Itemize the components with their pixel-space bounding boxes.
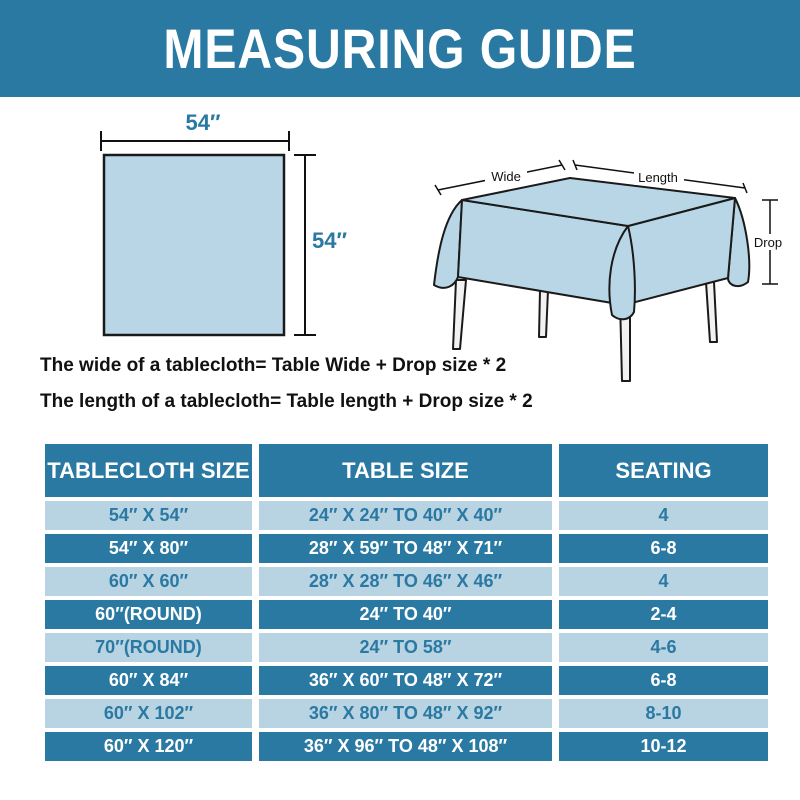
- table-row: 60″ X 120″: [45, 732, 252, 761]
- table-row: 36″ X 80″ TO 48″ X 92″: [259, 699, 552, 728]
- column-tablecloth-size: [45, 444, 252, 761]
- column-table-size: [259, 444, 552, 761]
- table-row: 4: [559, 501, 768, 530]
- table-row: 6-8: [559, 534, 768, 563]
- square-height-label: 54″: [312, 228, 348, 253]
- table-row: 4: [559, 567, 768, 596]
- table-row: 4-6: [559, 633, 768, 662]
- table-row: 54″ X 80″: [45, 534, 252, 563]
- table-row: 28″ X 59″ TO 48″ X 71″: [259, 534, 552, 563]
- table-row: 24″ X 24″ TO 40″ X 40″: [259, 501, 552, 530]
- table-row: 6-8: [559, 666, 768, 695]
- table-row: 60″(ROUND): [45, 600, 252, 629]
- table-row: 60″ X 102″: [45, 699, 252, 728]
- square-tablecloth: [104, 155, 284, 335]
- table-row: 70″(ROUND): [45, 633, 252, 662]
- table-row: 8-10: [559, 699, 768, 728]
- length-label: Length: [638, 170, 678, 185]
- table-row: 36″ X 60″ TO 48″ X 72″: [259, 666, 552, 695]
- header-seating: SEATING: [559, 444, 768, 497]
- header-tablecloth-size: TABLECLOTH SIZE: [45, 444, 252, 497]
- page-title: MEASURING GUIDE: [163, 17, 637, 80]
- table-row: 60″ X 60″: [45, 567, 252, 596]
- table-row: 60″ X 84″: [45, 666, 252, 695]
- table-row: 10-12: [559, 732, 768, 761]
- drop-label: Drop: [753, 235, 783, 250]
- table-diagram: [434, 178, 749, 381]
- table-row: 54″ X 54″: [45, 501, 252, 530]
- square-width-label: 54″: [185, 110, 221, 135]
- formula-length: The length of a tablecloth= Table length + Drop size * 2: [40, 391, 533, 412]
- title-banner: [0, 0, 800, 97]
- table-row: 36″ X 96″ TO 48″ X 108″: [259, 732, 552, 761]
- column-seating: [559, 444, 768, 761]
- table-row: 28″ X 28″ TO 46″ X 46″: [259, 567, 552, 596]
- table-row: 24″ TO 40″: [259, 600, 552, 629]
- formula-wide: The wide of a tablecloth= Table Wide + Drop size * 2: [40, 355, 507, 376]
- table-row: 24″ TO 58″: [259, 633, 552, 662]
- wide-label: Wide: [491, 169, 521, 184]
- square-tablecloth-diagram: [101, 110, 347, 335]
- table-row: 2-4: [559, 600, 768, 629]
- header-table-size: TABLE SIZE: [259, 444, 552, 497]
